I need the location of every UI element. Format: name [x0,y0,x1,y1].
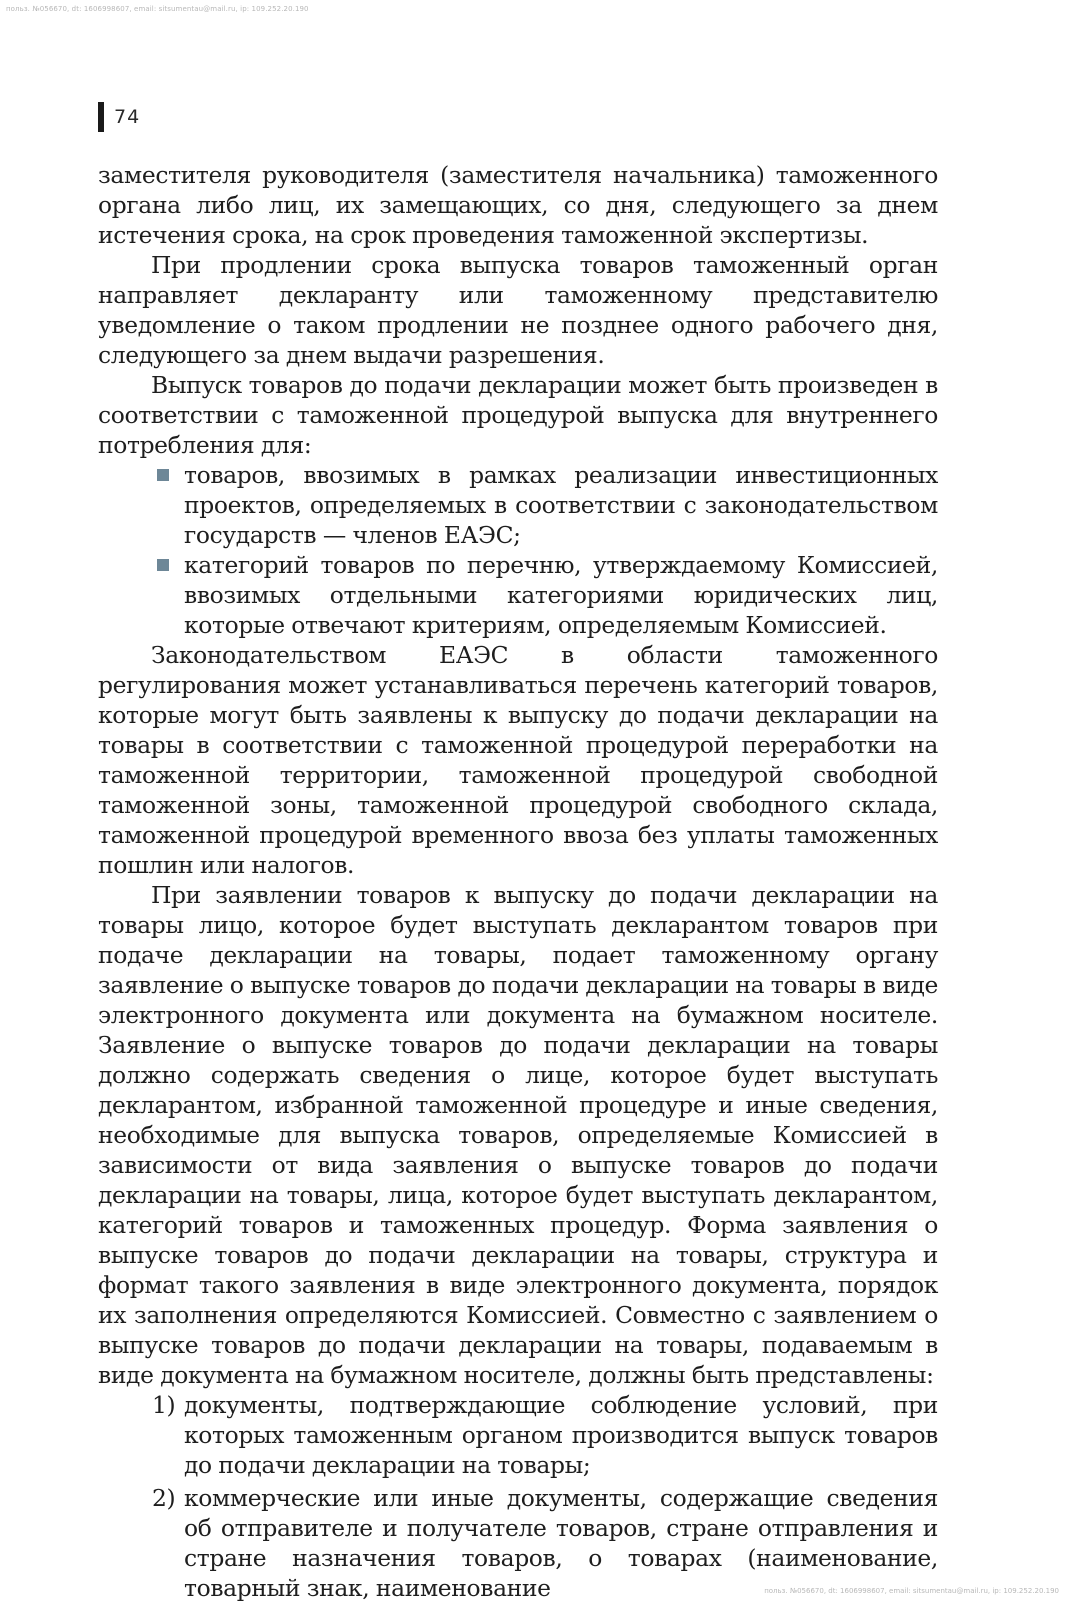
list-item [98,550,938,640]
page-body [98,160,938,1603]
watermark-top: польз. №056670, dt: 1606998607, email: sitsumentau@mail.ru, ip: 109.252.20.190 [6,5,309,13]
list-item [98,460,938,550]
paragraph-continuation: заместителя руководителя (заместителя начальника) таможенного органа либо лиц, их замещающих, со дня, следующего за днем истечения срока, на срок проведения таможенной экспертизы. [98,161,938,249]
square-bullet-icon [157,469,169,481]
paragraph-declaration-application: При заявлении товаров к выпуску до подачи декларации на товары лицо, которое будет выступать декларантом товаров при подаче декларации на товары, подает таможенному органу заявление о выпуске товаров до подачи декларации на товары в виде электронного документа или документа на бумажном носителе. Заявление о выпуске товаров до подачи декларации на товары должно содержать сведения о лице, которое будет выступать декларантом, избранной таможенной процедуре и иные сведения, необходимые для выпуска товаров, определяемые Комиссией в зависимости от вида заявления о выпуске товаров до подачи декларации на товары, лица, которое будет выступать декларантом, категорий товаров и таможенных процедур. Форма заявления о выпуске товаров до подачи декларации на товары, структура и формат такого заявления в виде электронного документа, порядок их заполнения определяются Комиссией. Совместно с заявлением о выпуске товаров до подачи декларации на товары, подаваемым в виде документа на бумажном носителе, должны быть представлены: [98,881,938,1389]
paragraph-eaeu-legislation: Законодательством ЕАЭС в области таможенного регулирования может устанавливаться перечень категорий товаров, которые могут быть заявлены к выпуску до подачи декларации на товары в соответствии с таможенной процедурой переработки на таможенной территории, таможенной процедурой свободной таможенной зоны, таможенной процедурой свободного склада, таможенной процедурой временного ввоза без уплаты таможенных пошлин или налогов. [98,641,938,879]
list-item-text: коммерческие или иные документы, содержащие сведения об отправителе и получателе товаров, стране отправления и стране назначения товаров, о товарах (наименование, товарный знак, наименование [184,1484,938,1602]
list-number: 1) [152,1391,176,1419]
watermark-bottom: польз. №056670, dt: 1606998607, email: sitsumentau@mail.ru, ip: 109.252.20.190 [764,1587,1059,1595]
page-number: 74 [114,106,141,128]
paragraph-release-before-declaration: Выпуск товаров до подачи декларации может быть произведен в соответствии с таможенной процедурой выпуска для внутреннего потребления для: [98,371,938,459]
list-number: 2) [152,1484,176,1512]
list-item-text: документы, подтверждающие соблюдение условий, при которых таможенным органом производится выпуск товаров до подачи декларации на товары; [184,1391,938,1479]
list-item-text: товаров, ввозимых в рамках реализации инвестиционных проектов, определяемых в соответствии с законодательством государств — членов ЕАЭС; [184,461,938,549]
numbered-list [98,1390,938,1603]
paragraph-release-extension: При продлении срока выпуска товаров таможенный орган направляет декларанту или таможенному представителю уведомление о таком продлении не позднее одного рабочего дня, следующего за днем выдачи разрешения. [98,251,938,369]
bullet-list [98,460,938,640]
header-bar [98,102,104,132]
list-item-text: категорий товаров по перечню, утверждаемому Комиссией, ввозимых отдельными категориями юридических лиц, которые отвечают критериям, определяемым Комиссией. [184,551,938,639]
square-bullet-icon [157,559,169,571]
list-item [98,1483,938,1603]
list-item [98,1390,938,1480]
page-header [98,102,140,132]
